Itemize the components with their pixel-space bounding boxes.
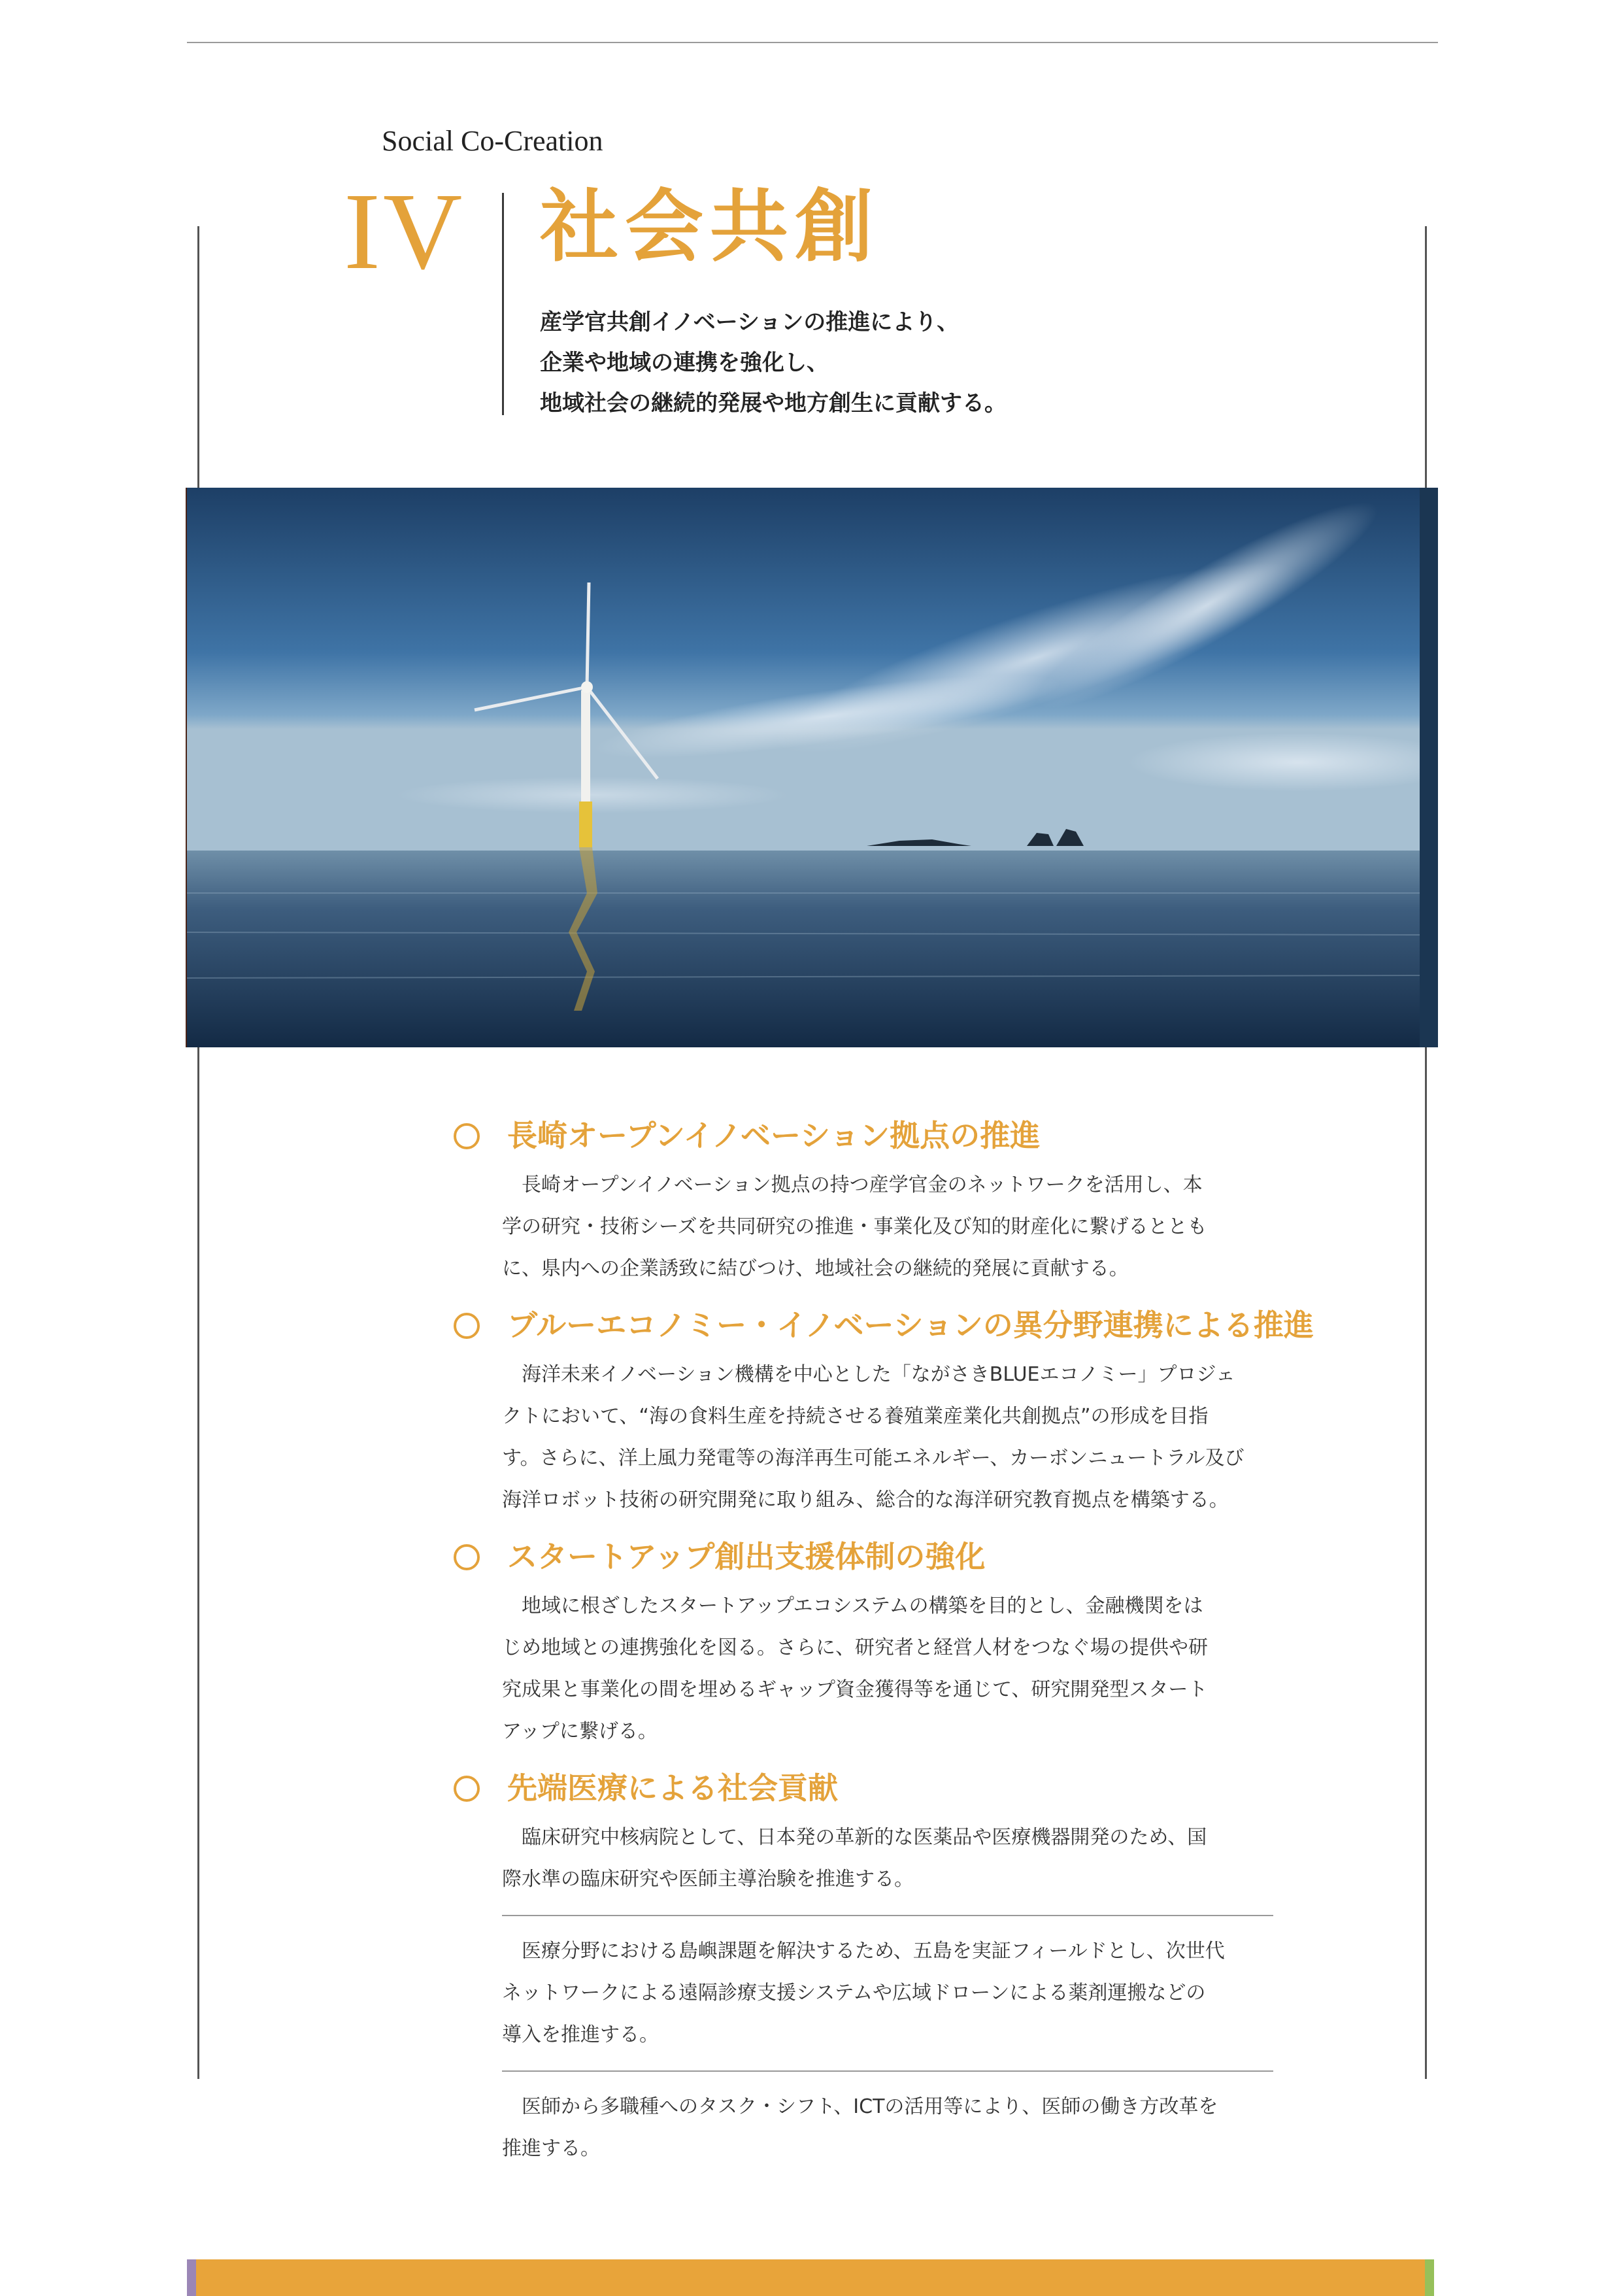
body-line: 際水準の臨床研究や医師主導治験を推進する。 <box>502 1868 914 1891</box>
lead-line: 企業や地域の連携を強化し、 <box>540 350 829 376</box>
section-heading: スタートアップ創出支援体制の強化 <box>507 1539 986 1574</box>
section-body <box>502 1585 1293 1753</box>
section-body <box>502 1931 1293 2056</box>
section-heading: 先端医療による社会貢献 <box>507 1770 838 1806</box>
circle-bullet-icon <box>454 1313 480 1339</box>
chapter-numeral: IV <box>344 171 465 292</box>
circle-bullet-icon <box>454 1544 480 1570</box>
body-line: に、県内への企業誘致に結びつけ、地域社会の継続的発展に貢献する。 <box>502 1257 1129 1281</box>
body-line: 学の研究・技術シーズを共同研究の推進・事業化及び知的財産化に繋げるととも <box>502 1215 1207 1239</box>
lead-line: 産学官共創イノベーションの推進により、 <box>540 309 960 335</box>
section-nagasaki-open-innovation <box>454 1118 1303 1290</box>
section-blue-economy <box>454 1308 1314 1521</box>
top-rule <box>187 42 1438 43</box>
body-line: 推進する。 <box>502 2137 600 2161</box>
wind-turbine-illustration <box>187 488 1420 1047</box>
lead-line: 地域社会の継続的発展や地方創生に貢献する。 <box>540 390 1007 416</box>
footer-bar-green <box>1425 2259 1434 2296</box>
section-eyebrow: Social Co-Creation <box>382 125 603 157</box>
section-advanced-medicine <box>454 1770 1303 2170</box>
section-body <box>502 1354 1293 1521</box>
section-body <box>502 2086 1293 2170</box>
paragraph-divider <box>502 1915 1273 1916</box>
paragraph-divider <box>502 2070 1273 2072</box>
body-line: 海洋未来イノベーション機構を中心とした「ながさきBLUEエコノミー」プロジェ <box>502 1363 1235 1387</box>
body-line: 医療分野における島嶼課題を解決するため、五島を実証フィールドとし、次世代 <box>502 1940 1225 1963</box>
body-line: 臨床研究中核病院として、日本発の革新的な医薬品や医療機器開発のため、国 <box>502 1826 1207 1849</box>
wind-turbine-photo <box>187 488 1438 1047</box>
header-divider <box>502 193 504 415</box>
page-title: 社会共創 <box>540 182 880 273</box>
body-line: ネットワークによる遠隔診療支援システムや広域ドローンによる薬剤運搬などの <box>502 1982 1206 2005</box>
body-line: 長崎オープンイノベーション拠点の持つ産学官金のネットワークを活用し、本 <box>502 1173 1203 1197</box>
body-line: アップに繋げる。 <box>502 1720 658 1744</box>
body-line: 海洋ロボット技術の研究開発に取り組み、総合的な海洋研究教育拠点を構築する。 <box>502 1489 1229 1512</box>
footer-bar-purple <box>187 2259 196 2296</box>
section-startup-support <box>454 1539 1303 1753</box>
section-heading: ブルーエコノミー・イノベーションの異分野連携による推進 <box>507 1308 1314 1343</box>
body-line: クトにおいて、“海の食料生産を持続させる養殖業産業化共創拠点”の形成を目指 <box>502 1405 1209 1428</box>
lead-text <box>540 302 1007 424</box>
circle-bullet-icon <box>454 1123 480 1149</box>
section-body <box>502 1164 1293 1290</box>
circle-bullet-icon <box>454 1776 480 1802</box>
body-line: 医師から多職種へのタスク・シフト、ICTの活用等により、医師の働き方改革を <box>502 2095 1218 2119</box>
section-body <box>502 1817 1293 1900</box>
body-line: す。さらに、洋上風力発電等の海洋再生可能エネルギー、カーボンニュートラル及び <box>502 1447 1245 1470</box>
body-line: 導入を推進する。 <box>502 2023 659 2047</box>
footer-bar <box>196 2259 1425 2296</box>
body-line: 地域に根ざしたスタートアップエコシステムの構築を目的とし、金融機関をは <box>502 1595 1203 1618</box>
body-line: じめ地域との連携強化を図る。さらに、研究者と経営人材をつなぐ場の提供や研 <box>502 1636 1208 1660</box>
section-heading: 長崎オープンイノベーション拠点の推進 <box>507 1118 1041 1153</box>
body-line: 究成果と事業化の間を埋めるギャップ資金獲得等を通じて、研究開発型スタート <box>502 1678 1208 1702</box>
